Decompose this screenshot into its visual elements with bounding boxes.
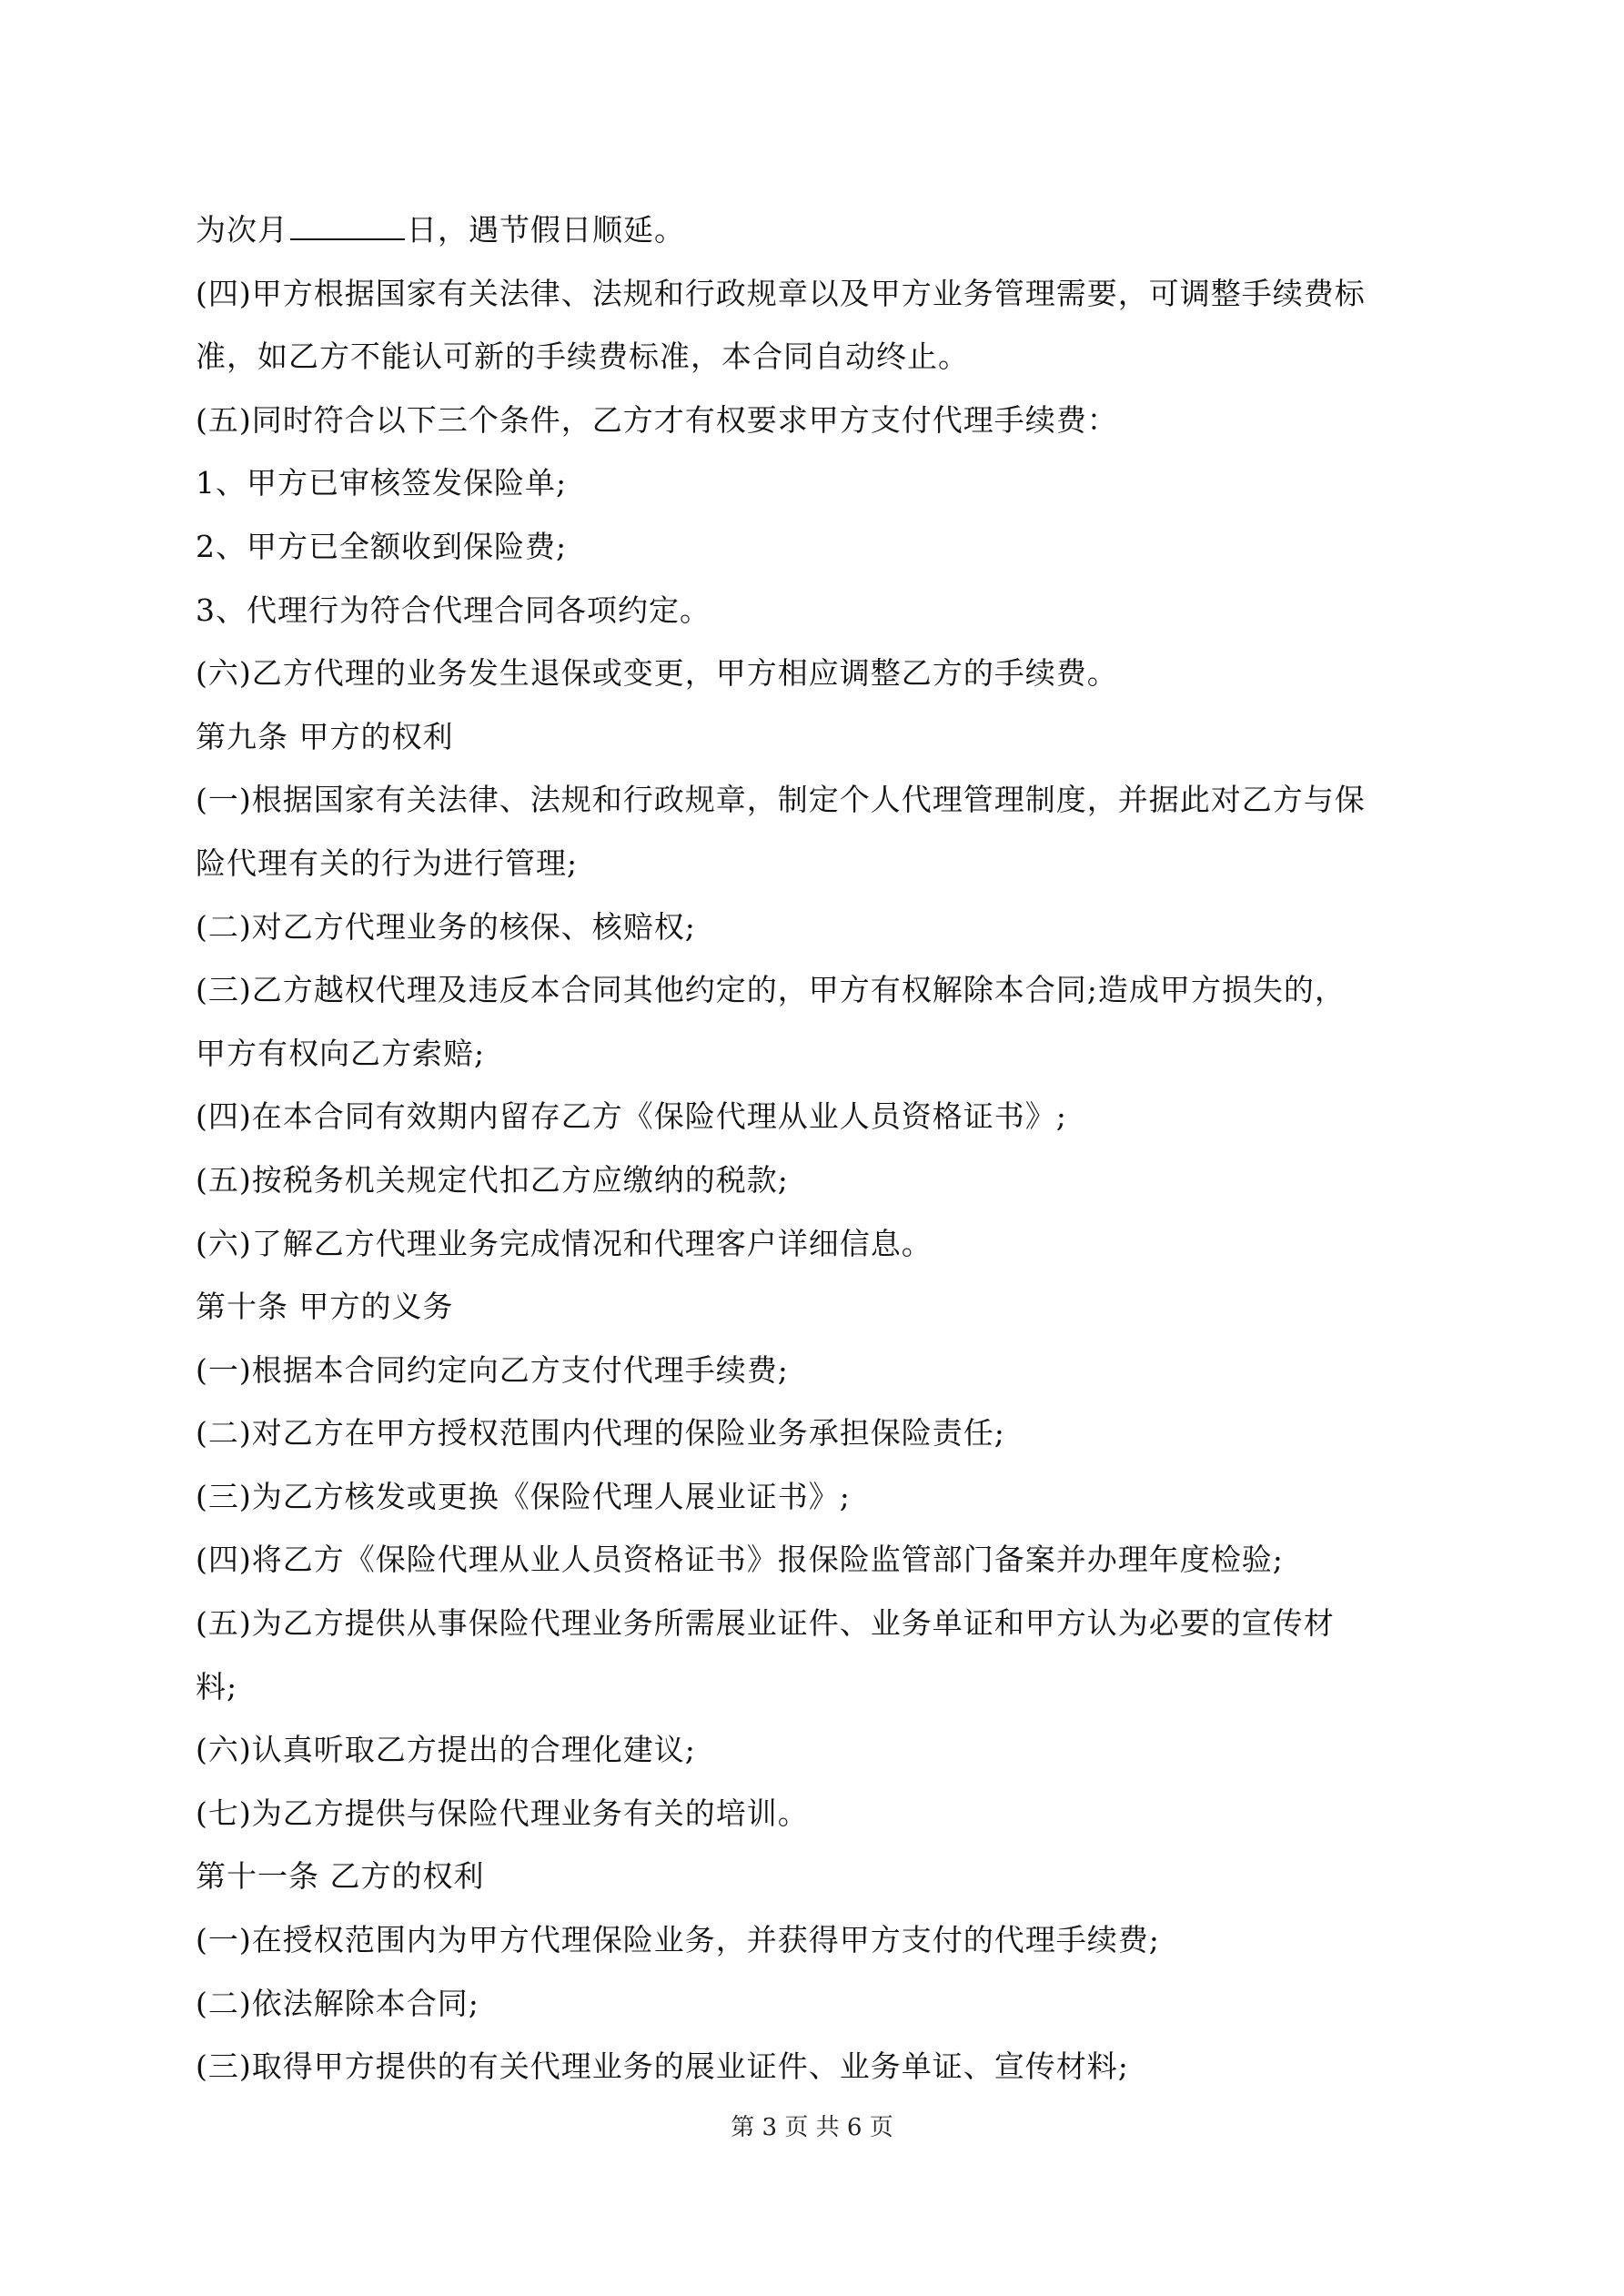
- text-line: (一)在授权范围内为甲方代理保险业务，并获得甲方支付的代理手续费;: [196, 1922, 1160, 1958]
- section-heading: 第十条 甲方的义务: [196, 1289, 454, 1325]
- page-footer: 第 3 页 共 6 页: [731, 2114, 893, 2141]
- text-line: (五)为乙方提供从事保险代理业务所需展业证件、业务单证和甲方认为必要的宣传材: [196, 1605, 1335, 1642]
- list-item: 3、代理行为符合代理合同各项约定。: [196, 592, 711, 628]
- text-line: (四)将乙方《保险代理从业人员资格证书》报保险监管部门备案并办理年度检验;: [196, 1542, 1284, 1578]
- text-line: (一)根据国家有关法律、法规和行政规章，制定个人代理管理制度，并据此对乙方与保: [196, 782, 1366, 818]
- text-line: (四)甲方根据国家有关法律、法规和行政规章以及甲方业务管理需要，可调整手续费标: [196, 275, 1366, 311]
- text-segment: 为次月: [196, 212, 288, 248]
- list-item: 1、甲方已审核签发保险单;: [196, 465, 568, 501]
- text-line: (六)认真听取乙方提出的合理化建议;: [196, 1732, 696, 1768]
- text-line: (六)了解乙方代理业务完成情况和代理客户详细信息。: [196, 1225, 933, 1261]
- text-line: 甲方有权向乙方索赔;: [196, 1035, 486, 1071]
- section-heading: 第十一条 乙方的权利: [196, 1858, 485, 1895]
- document-body: [196, 198, 1451, 2099]
- list-item: 2、甲方已全额收到保险费;: [196, 528, 568, 564]
- text-segment: 日，遇节假日顺延。: [407, 212, 685, 248]
- section-heading: 第九条 甲方的权利: [196, 718, 454, 754]
- fill-in-blank: [290, 213, 405, 240]
- text-line: (二)对乙方代理业务的核保、核赔权;: [196, 908, 696, 945]
- text-line: (三)乙方越权代理及违反本合同其他约定的，甲方有权解除本合同;造成甲方损失的，: [196, 972, 1346, 1008]
- text-line: (七)为乙方提供与保险代理业务有关的培训。: [196, 1795, 809, 1831]
- text-line: 料;: [196, 1668, 238, 1704]
- text-line: (一)根据本合同约定向乙方支付代理手续费;: [196, 1351, 789, 1388]
- text-line: [196, 198, 1451, 262]
- text-line: 准，如乙方不能认可新的手续费标准，本合同自动终止。: [196, 339, 969, 375]
- text-line: (三)取得甲方提供的有关代理业务的展业证件、业务单证、宣传材料;: [196, 2048, 1129, 2085]
- text-line: 险代理有关的行为进行管理;: [196, 845, 579, 881]
- text-line: (五)同时符合以下三个条件，乙方才有权要求甲方支付代理手续费：: [196, 401, 1118, 438]
- text-line: (二)依法解除本合同;: [196, 1985, 479, 2021]
- text-line: (六)乙方代理的业务发生退保或变更，甲方相应调整乙方的手续费。: [196, 655, 1118, 692]
- text-line: (五)按税务机关规定代扣乙方应缴纳的税款;: [196, 1161, 789, 1198]
- text-line: (二)对乙方在甲方授权范围内代理的保险业务承担保险责任;: [196, 1415, 1005, 1451]
- text-line: (三)为乙方核发或更换《保险代理人展业证书》;: [196, 1478, 851, 1514]
- text-line: (四)在本合同有效期内留存乙方《保险代理从业人员资格证书》;: [196, 1098, 1067, 1135]
